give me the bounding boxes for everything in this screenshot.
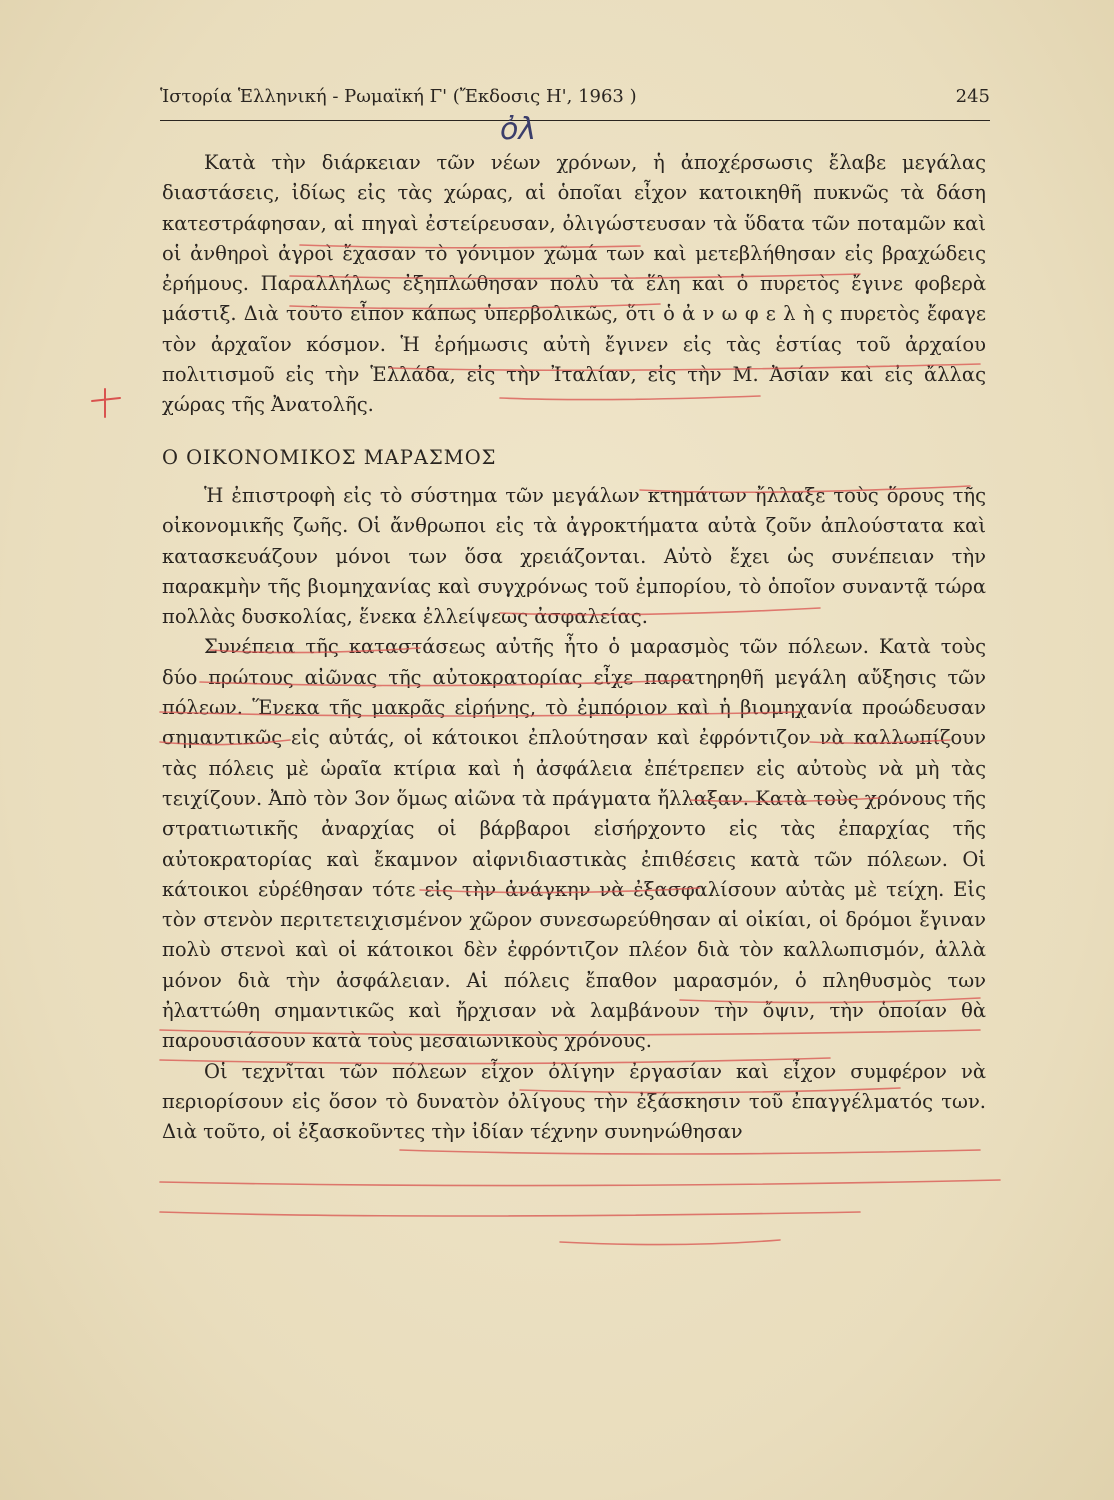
paragraph-1: Κατὰ τὴν διάρκειαν τῶν νέων χρόνων, ἡ ἀποχέρσωσις ἔλαβε μεγάλας διαστάσεις, ἰδίως εἰς τὰς χώρας, αἱ ὁποῖαι εἶχον κατοικηθῆ πυκνῶς τὰ δάση κατεστράφησαν, αἱ πηγαὶ ἐστείρευσαν, ὀλιγώστευσαν τὰ ὕδατα τῶν ποταμῶν καὶ οἱ ἀνθηροὶ ἀγροὶ ἔχασαν τὸ γόνιμον χῶμά των καὶ μετεβλήθησαν εἰς βραχώδεις ἐρήμους. Παραλλήλως ἐξηπλώθησαν πολὺ τὰ ἕλη καὶ ὁ πυρετὸς ἔγινε φοβερὰ μάστιξ. Διὰ τοῦτο εἶπον κάπως ὑπερβολικῶς, ὅτι ὁ ἀ ν ω φ ε λ ὴ ς πυρετὸς ἔφαγε τὸν ἀρχαῖον κόσμον. Ἡ ἐρήμωσις αὐτὴ ἔγινεν εἰς τὰς ἑστίας τοῦ ἀρχαίου πολιτισμοῦ εἰς τὴν Ἑλλάδα, εἰς τὴν Ἰταλίαν, εἰς τὴν Μ. Ἀσίαν καὶ εἰς ἄλλας χώρας τῆς Ἀνατολῆς. (162, 151, 986, 417)
paragraph-2: Ἡ ἐπιστροφὴ εἰς τὸ σύστημα τῶν μεγάλων κτημάτων ἤλλαξε τοὺς ὅρους τῆς οἰκονομικῆς ζωῆς. Οἱ ἄνθρωποι εἰς τὰ ἀγροκτήματα αὐτὰ ζοῦν ἀπλούστατα καὶ κατασκευάζουν μόνοι των ὅσα χρειάζονται. Αὐτὸ ἔχει ὡς συνέπειαν τὴν παρακμὴν τῆς βιομηχανίας καὶ συγχρόνως τοῦ ἐμπορίου, τὸ ὁποῖον συναντᾷ τώρα πολλὰς δυσκολίας, ἕνεκα ἐλλείψεως ἀσφαλείας. (162, 483, 986, 629)
page-number: 245 (955, 86, 990, 107)
underline-mark (160, 1180, 1000, 1186)
running-header (160, 86, 990, 121)
handwritten-note: ὀλ (500, 112, 537, 147)
underline-mark (160, 1212, 860, 1216)
red-cross-mark-icon (88, 385, 122, 419)
section-title: Ο ΟΙΚΟΝΟΜΙΚΟΣ ΜΑΡΑΣΜΟΣ (162, 445, 497, 469)
underline-mark (560, 1240, 780, 1245)
running-title: Ἱστορία Ἑλληνική - Ρωμαϊκή Γ' (Ἔκδοσις Η', 1963 ) (160, 86, 637, 107)
paragraph-4: Οἱ τεχνῖται τῶν πόλεων εἶχον ὀλίγην ἐργασίαν καὶ εἶχον συμφέρον νὰ περιορίσουν εἰς ὅσον τὸ δυνατὸν ὀλίγους τὴν ἐξάσκησιν τοῦ ἐπαγγέλματός των. Διὰ τοῦτο, οἱ ἐξασκοῦντες τὴν ἰδίαν τέχνην συνηνώθησαν (162, 1059, 986, 1144)
paragraph-3: Συνέπεια τῆς καταστάσεως αὐτῆς ἦτο ὁ μαρασμὸς τῶν πόλεων. Κατὰ τοὺς δύο πρώτους αἰῶνας τῆς αὐτοκρατορίας εἶχε παρατηρηθῆ μεγάλη αὔξησις τῶν πόλεων. Ἕνεκα τῆς μακρᾶς εἰρήνης, τὸ ἐμπόριον καὶ ἡ βιομηχανία προώδευσαν σημαντικῶς εἰς αὐτάς, οἱ κάτοικοι ἐπλούτησαν καὶ ἐφρόντιζον νὰ καλλωπίζουν τὰς πόλεις μὲ ὡραῖα κτίρια καὶ ἡ ἀσφάλεια ἐπέτρεπεν εἰς αὐτοὺς νὰ μὴ τὰς τειχίζουν. Ἀπὸ τὸν 3ον ὅμως αἰῶνα τὰ πράγματα ἤλλαξαν. Κατὰ τοὺς χρόνους τῆς στρατιωτικῆς ἀναρχίας οἱ βάρβαροι εἰσήρχοντο εἰς τὰς ἐπαρχίας τῆς αὐτοκρατορίας καὶ ἔκαμνον αἰφνιδιαστικὰς ἐπιθέσεις κατὰ τῶν πόλεων. Οἱ κάτοικοι εὑρέθησαν τότε εἰς τὴν ἀνάγκην νὰ ἐξασφαλίσουν αὐτὰς μὲ τείχη. Εἰς τὸν στενὸν περιτετειχισμένον χῶρον συνεσωρεύθησαν αἱ οἰκίαι, οἱ δρόμοι ἔγιναν πολὺ στενοὶ καὶ οἱ κάτοικοι δὲν ἐφρόντιζον πλέον διὰ τὸν καλλωπισμόν, ἀλλὰ μόνον διὰ τὴν ἀσφάλειαν. Αἱ πόλεις ἔπαθον μαρασμόν, ὁ πληθυσμὸς των ἠλαττώθη σημαντικῶς καὶ ἤρχισαν νὰ λαμβάνουν τὴν ὄψιν, τὴν ὁποίαν θὰ παρουσιάσουν κατὰ τοὺς μεσαιωνικοὺς χρόνους. (162, 635, 986, 1053)
underline-mark (400, 1150, 980, 1154)
body-text (162, 148, 986, 1148)
